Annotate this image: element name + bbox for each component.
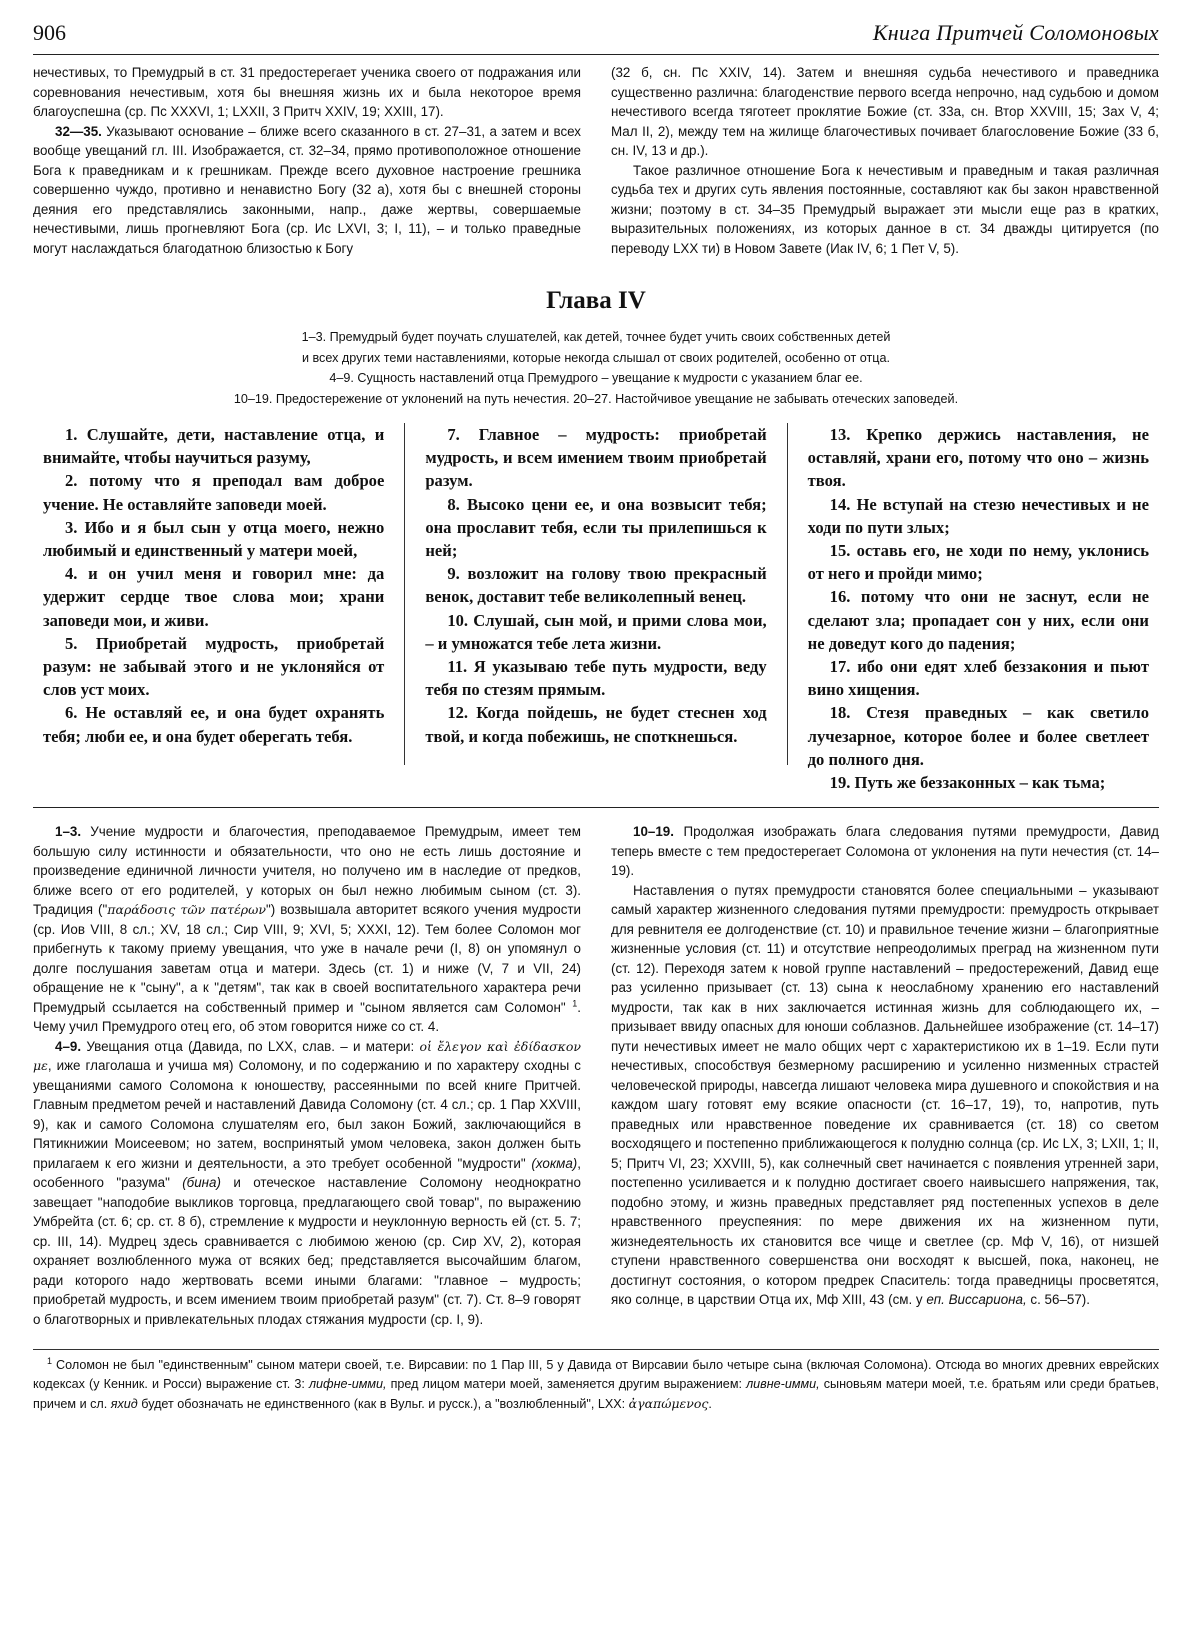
verse: 16. потому что они не заснут, если не сделают зла; пропадает сон у них, если они не доведут кого до падения; (807, 587, 1149, 653)
footnote (33, 1356, 1159, 1414)
greek-phrase: παράδοσις τῶν πατέρων (107, 902, 266, 918)
footnote-mark: 1 (47, 1356, 53, 1367)
scripture-text (33, 423, 1159, 794)
verse: 7. Главное – мудрость: приобретай мудрость, и всем имением твоим приобретай разум. (425, 425, 767, 491)
top-commentary-left (33, 63, 581, 258)
bottom-commentary (33, 822, 1159, 1329)
chapter-summary (33, 327, 1159, 409)
top-commentary-right (611, 63, 1159, 258)
greek-phrase: ἀγαπώμενος (628, 1396, 709, 1412)
summary-line: и всех других теми наставлениями, которые некогда слышал от своих родителей, особенно от отца. (301, 350, 891, 365)
scripture-column-2 (405, 423, 786, 794)
footnote-ref[interactable]: 1 (572, 998, 578, 1009)
footnote-divider (33, 1349, 1159, 1350)
verse: 2. потому что я преподал вам доброе учение. Не оставляйте заповеди моей. (43, 471, 385, 514)
verse: 3. Ибо и я был сын у отца моего, нежно любимый и единственный у матери моей, (43, 517, 385, 561)
verse: 19. Путь же беззаконных – как тьма; (829, 773, 1106, 793)
commentary-paragraph: 4–9. Увещания отца (Давида, по LXX, слав. – и матери: οἱ ἔλεγον καὶ ἐδίδασκον με, иже глаголаша и учиша мя) Соломону, и по содержанию и по характеру сходны с увещаниями самого Соломона к юношеству, рассеянными по всей книге Притчей. Главным предметом речей и наставлений Давида Соломону (ст. 4 сл.; ср. 1 Пар XXVIII, 9), как и самого Соломона слушателям его, был закон Божий, заключающийся в Пятикнижии Моисеевом; но затем, воспринятый умом человека, закон должен быть прилагаем к его жизни и деятельности, а это требует особенной "мудрости" (хокма), особенного "разума" (бина) и отеческое наставление Соломону неоднократно завещает "наподобие выкликов торговца, предлагающего свой товар", по выражению Умбрейта (ст. 6; ср. ст. 8 б), стремление к мудрости и неуклонную верность ей (ст. 5. 7; ср. III, 14). Мудрец здесь сравнивается с любимою женою (ср. Сир XV, 2), которая охраняет возлюбленного мужа от всяких бед; представляется высочайшим благом, ради которого надо жертвовать всеми иными благами: "главное – мудрость; приобретай мудрость, и всем имением твоим приобретай разум" (ст. 7). Ст. 8–9 говорят о благотворных и привлекательных плодах стяжания мудрости (ср. I, 9). (33, 1038, 582, 1327)
summary-line: 4–9. Сущность наставлений отца Премудрого – увещание к мудрости с указанием благ ее. (329, 371, 863, 385)
verse: 1. Слушайте, дети, наставление отца, и внимайте, чтобы научиться разуму, (43, 425, 385, 468)
summary-line: 1–3. Премудрый будет поучать слушателей, как детей, точнее будет учить своих собственных детей (301, 330, 891, 344)
scripture-column-3 (788, 423, 1159, 794)
verse: 9. возложит на голову твою прекрасный венок, доставит тебе великолепный венец. (425, 564, 767, 607)
greek-phrase: οἱ ἔλεγον καὶ ἐδίδασκον με (33, 1038, 582, 1074)
chapter-title: Глава IV (546, 287, 646, 314)
verse: 15. оставь его, не ходи по нему, уклонись от него и пройди мимо; (807, 541, 1149, 584)
verse: 14. Не вступай на стезю нечестивых и не ходи по пути злых; (807, 494, 1149, 537)
bottom-commentary-left (33, 822, 581, 1329)
verse: 4. и он учил меня и говорил мне: да удержит сердце твое слова мои; храни заповеди мои, и живи. (43, 564, 385, 630)
verse: 17. ибо они едят хлеб беззакония и пьют вино хищения. (807, 657, 1149, 700)
verse: 10. Слушай, сын мой, и прими слова мои, – и умножатся тебе лета жизни. (425, 610, 767, 653)
commentary-paragraph: (32 б, сн. Пс XXIV, 14). Затем и внешняя судьба нечестивого и праведника существенно различна: благоденствие первого всегда непрочно, над судьбою и домом нечестивого всегда тяготеет проклятие Божие (ст. 33а, сн. Втор XXVIII, 15; Зах V, 4; Мал II, 2), между тем на жилище благочестивых почивает благословение Божие (33 б, сн. IV, 13 и др.). (611, 65, 1159, 158)
commentary-paragraph: Такое различное отношение Бога к нечестивым и праведным и такая различная судьба тех и других суть явления постоянные, составляют как бы закон нравственной жизни; поэтому в ст. 34–35 Премудрый выражает эти мысли еще раз в кратких, выразительных положениях, из которых данное в ст. 34 дважды цитируется (по переводу LXX ти) в Новом Завете (Иак IV, 6; 1 Пет V, 5). (611, 162, 1159, 256)
footnote-text: $^1$ Соломон не был "единственным" сыном матери своей, т.е. Вирсавии: по 1 Пар III, 5 у Давида от Вирсавии было четыре сына (включая Соломона). Отсюда во многих древних еврейских кодексах (у Кенник. и Росси) выражение ст. 3: лифне-имми, пред лицом матери моей, заменяется другим выражением: ливне-имми, сыновьям матери моей, т.е. братьям или среди братьев, причем и сл. яхид будет обозначать не единственного (как в Вульг. и русск.), а "возлюбленный", LXX: ἀγαπώμενος. (33, 1356, 1159, 1412)
verse: 12. Когда пойдешь, не будет стеснен ход твой, и когда побежишь, не споткнешься. (425, 703, 767, 746)
summary-line: 10–19. Предостережение от уклонений на путь нечестия. 20–27. Настойчивое увещание не забывать отеческих заповедей. (233, 391, 959, 406)
verse: 8. Высоко цени ее, и она возвысит тебя; она прославит тебя, если ты прилепишься к ней; (425, 494, 767, 561)
verse: 18. Стезя праведных – как светило лучезарное, которое более и более светлеет до полного дня. (807, 703, 1149, 769)
scripture-column-1 (33, 423, 404, 794)
commentary-paragraph: 1–3. Учение мудрости и благочестия, преподаваемое Премудрым, имеет тем большую силу истинности и обязательности, что оно не есть лишь достояние и произведение единичной личности учителя, но получено им в наследие от предков, ближе всего от его родителей, у которых он был нежно любимым сыном (ст. 3). Традиция ("παράδοσις τῶν πατέρων") возвышала авторитет всякого учения мудрости (ср. Иов VIII, 8 сл.; XV, 18 сл.; Сир VIII, 9; XVI, 5; XXXI, 12). Тем более Соломон мог прибегнуть к такому приему увещания, что уже в начале речи (I, 8) он упомянул о долге послушания заветам отца и матери. Здесь (ст. 1) и ниже (V, 7 и VII, 24) обращение не к "сыну", а к "детям", так как в своей воспитательного характера речи Премудрый ссылается на собственный пример и "сыном является сам Соломон" $^1$. Чему учил Премудрого отец его, об этом говорится ниже со ст. 4. (33, 824, 581, 1035)
bottom-commentary-right (611, 822, 1159, 1329)
running-title: Книга Притчей Соломоновых (872, 20, 1159, 45)
page (33, 18, 1159, 1414)
verse: 5. Приобретай мудрость, приобретай разум: не забывай этого и не уклоняйся от слов уст моих. (43, 633, 385, 700)
verse: 6. Не оставляй ее, и она будет охранять тебя; люби ее, и она будет оберегать тебя. (43, 703, 385, 746)
page-header (33, 18, 1159, 55)
top-commentary (33, 63, 1159, 258)
commentary-paragraph: 10–19. Продолжая изображать блага следования путями премудрости, Давид теперь вместе с тем предостерегает Соломона от уклонения на пути нечестия (ст. 14–19). (611, 824, 1159, 879)
page-number: 906 (33, 20, 66, 45)
commentary-paragraph: нечестивых, то Премудрый в ст. 31 предостерегает ученика своего от подражания или соревнования нечестивым, хотя бы внешняя жизнь их и была некоторое время благоуспешна (ср. Пс XXXVI, 1; LXXII, 3 Притч XXIV, 19; XXIII, 17). (33, 65, 581, 119)
section-divider (33, 807, 1159, 808)
verse: 13. Крепко держись наставления, не оставляй, храни его, потому что оно – жизнь твоя. (807, 425, 1149, 491)
commentary-paragraph: 32—35. Указывают основание – ближе всего сказанного в ст. 27–31, а затем и всех вообще увещаний гл. III. Изображается, ст. 32–34, прямо противоположное отношение Бога к праведникам и к грешникам. Прежде всего духовное настроение грешника совершенно чуждо, противно и ненавистно Богу (32 а), хотя бы с внешней стороны деяния его представлялись законными, напр., даже жертвы, совершаемые нечестивыми, лишь прогневляют Бога (ср. Ис LXVI, 3; I, 11), – и только праведные могут наслаждаться благодатною близостью к Богу (33, 123, 581, 256)
verse: 11. Я указываю тебе путь мудрости, веду тебя по стезям прямым. (425, 657, 767, 700)
commentary-paragraph: Наставления о путях премудрости становятся более специальными – указывают самый характер жизненного следования путями премудрости: премудрость открывает для ревнителя ее долгоденствие (ст. 10) и правильное течение жизни – благоприятные жизненные условия (ст. 11) и отсутствие непреодолимых преград на жизненном пути (ст. 12). Переходя затем к новой группе наставлений – предостережений, Давид еще раз усиленно призывает (ст. 13) сына к неослабному хранению его наставлений мудрости, так как в них заключается истинная жизнь для соблюдающего их, – призывает ввиду опасных для юноши соблазнов. Дальнейшее изображение (ст. 14–17) пути нечестивых имеет не мало общих черт с характеристикою их в 1–19. Если пути нечестивых, способствуя безмерному расширению и усиленно низменных страстей человеческой природы, навсегда лишают человека мира душевного и спокойствия и на каждом шагу готовят ему всякие опасности (ст. 16–17, 19), то, напротив, путь праведных или нравственное поведение их сравнивается (ст. 18) со светом восходящего и постепенно приближающегося к полудню солнца (ср. Ис LX, 3; LXII, 1; II, 5; Притч VI, 23; XXVIII, 5), как солнечный свет начинается с появления утренней зари, постепенно усиливается и к полудню достигает своего наивысшего напряжения, так, подобно этому, и жизнь праведных представляет ряд постепенных успехов в деле нравственного преуспеяния: по мере движения их на жизненном пути, жизнедеятельность их становится все чище и светлее (ср. Мф V, 16), от низшей ступени нравственного совершенства они восходят к высшей, пока, наконец, не достигнут состояния, о котором предрек Спаситель: тогда праведницы просветятся, яко солнце, в царствии Отца их, Мф XIII, 43 (см. у еп. Виссариона, с. 56–57). (611, 882, 1159, 1308)
